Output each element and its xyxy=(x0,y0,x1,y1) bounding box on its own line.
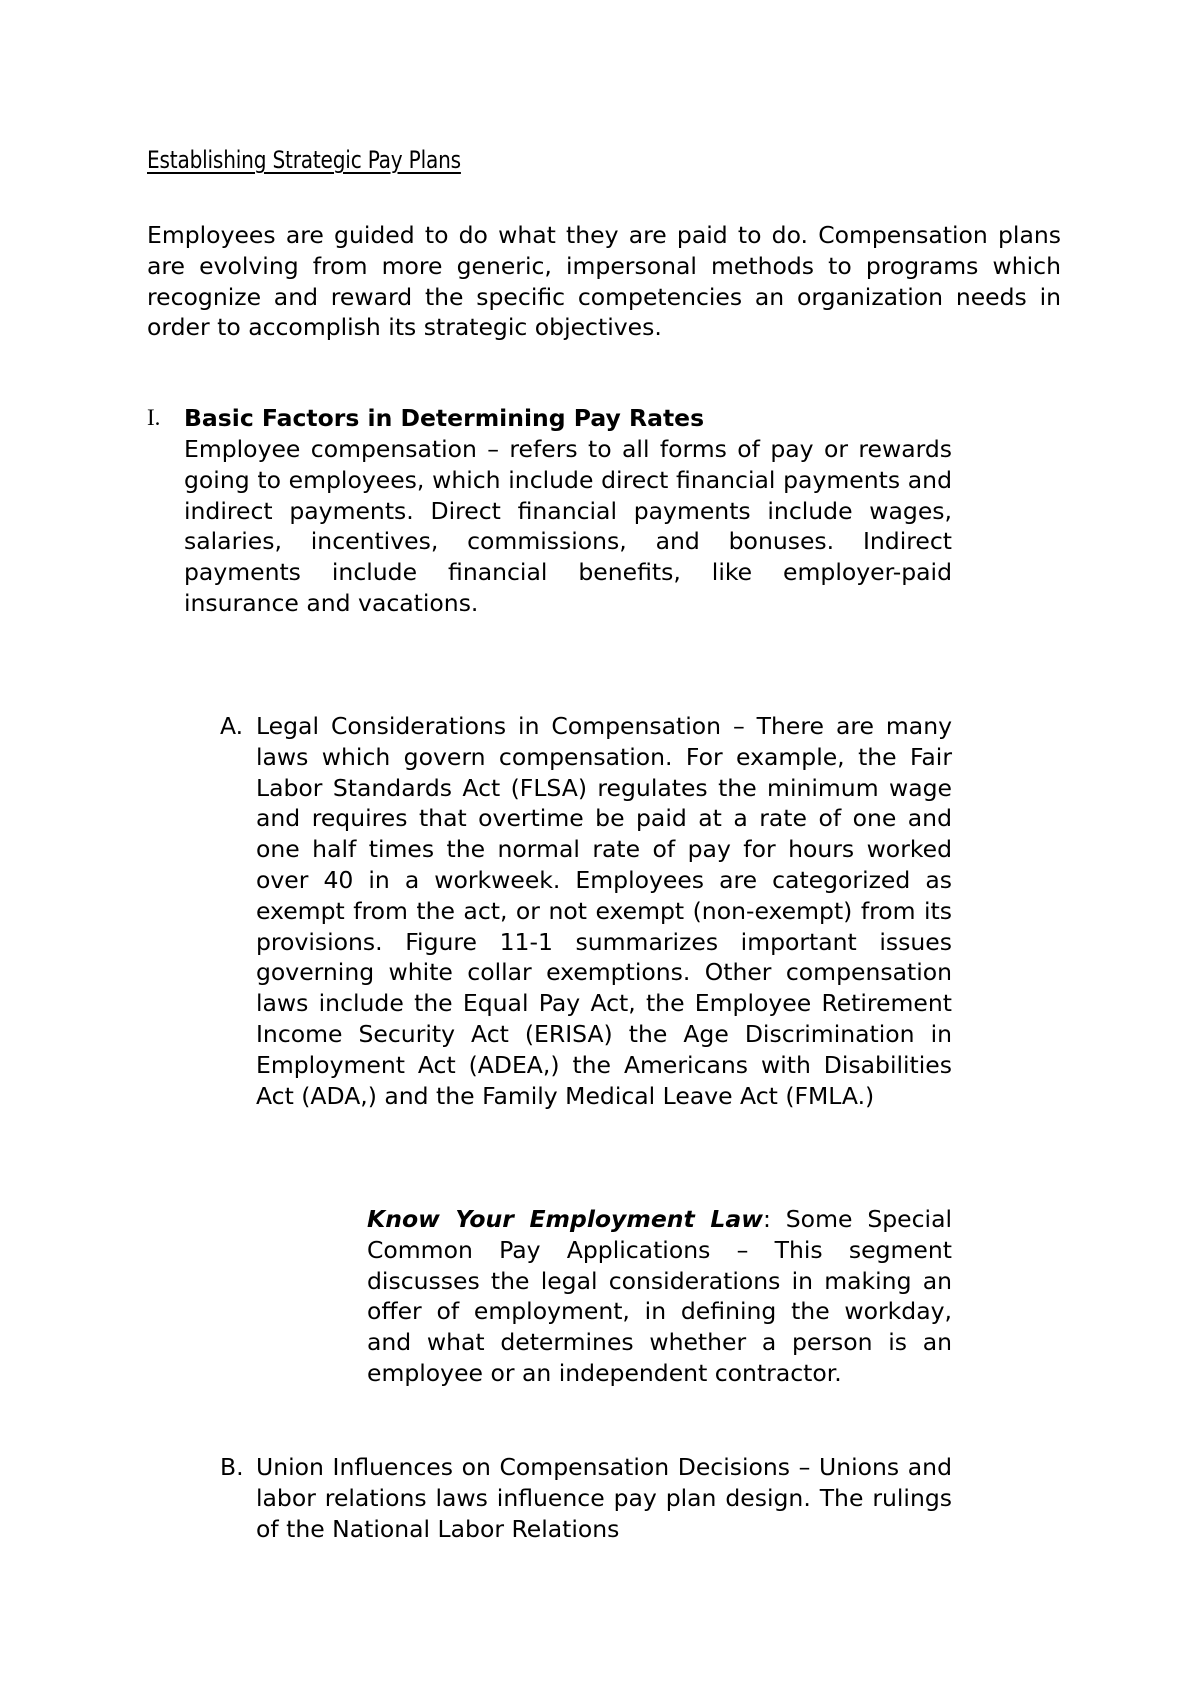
subsection-a-body: Legal Considerations in Compensation – There are many laws which govern compensation. For example, the Fair Labor Standards Act (FLSA) regulates the minimum wage and requires that overtime be paid at a rate of one and one half times the normal rate of pay for hours worked over 40 in a workweek. Employees are categorized as exempt from the act, or not exempt (non-exempt) from its provisions. Figure 11-1 summarizes important issues governing white collar exemptions. Other compensation laws include the Equal Pay Act, the Employee Retirement Income Security Act (ERISA) the Age Discrimination in Employment Act (ADEA,) the Americans with Disabilities Act (ADA,) and the Family Medical Leave Act (FMLA.) xyxy=(256,712,952,1110)
know-law-separator: : xyxy=(762,1205,771,1233)
section-1-heading: Basic Factors in Determining Pay Rates xyxy=(184,404,705,432)
know-law-lead: Know Your Employment Law xyxy=(367,1205,763,1233)
subsection-b-letter: B. xyxy=(220,1453,244,1481)
document-title: Establishing Strategic Pay Plans xyxy=(147,146,461,174)
subsection-b-body: Union Influences on Compensation Decisions – Unions and labor relations laws influence pay plan design. The rulings of the National Labor Relations xyxy=(256,1453,952,1543)
section-1-number: I. xyxy=(147,405,161,430)
section-1-body: Employee compensation – refers to all forms of pay or rewards going to employees, which include direct financial payments and indirect payments. Direct financial payments include wages, salaries, incentives, commissions, and bonuses. Indirect payments include financial benefits, like employer-paid insurance and vacations. xyxy=(184,435,952,617)
know-your-employment-law-callout xyxy=(367,1204,952,1389)
subsection-a-letter: A. xyxy=(220,712,244,740)
know-law-body: Some Special Common Pay Applications – This segment discusses the legal considerations in making an offer of employment, in defining the workday, and what determines whether a person is an employee or an independent contractor. xyxy=(367,1205,952,1387)
intro-paragraph: Employees are guided to do what they are paid to do. Compensation plans are evolving from more generic, impersonal methods to programs which recognize and reward the specific competencies an organization needs in order to accomplish its strategic objectives. xyxy=(147,221,1061,342)
